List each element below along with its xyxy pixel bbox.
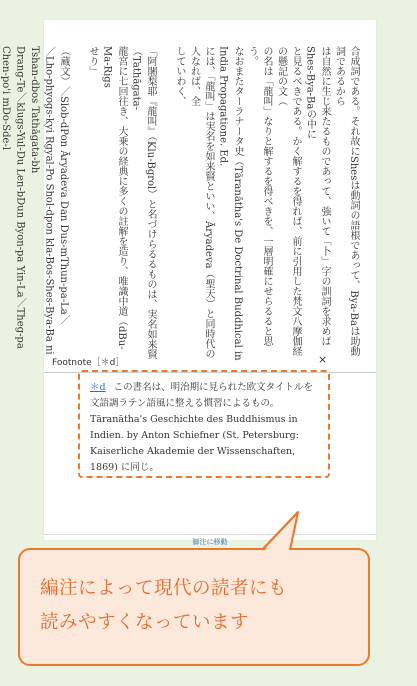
footnote-highlight-box [78, 370, 330, 478]
book-text-line: 龍宮に七回往き、大乗の経典に多くの註解を造り、唯識中道（dBu-Ma-Rigs [101, 46, 127, 350]
book-text-line: 「阿闍梨耶『龍叫』（Klu-Bgrol）と名づけらるるものは、実名如来賢（Tathāgata- [130, 46, 156, 360]
book-text-line [70, 46, 85, 364]
book-text-line: 合成詞である。それ故にShesは動詞の語根であって、Bya-Baは助動詞であるから [333, 46, 359, 356]
book-page [0, 20, 376, 372]
footnote-text: この書名は、明治期に見られた欧文タイトルを文語調ラテン語風に整える慣習によるもの。Tāranātha's Geschichte des Buddhismus in Indien. by Anton Schiefner (St. Petersburg: Kaiserliche Akademie der Wissenschaften, 1869) に同じ。 [90, 382, 313, 473]
book-text-line: には、「龍叫」は実名を如来賢といい、Āryadeva（聖天）と同時代の人なれば、全 [188, 46, 214, 359]
jump-to-footnote-link[interactable]: 脚注に移動 [192, 538, 228, 546]
book-text-line: の名は「龍叫」なりと解するを得べきを、一層明確にせらるると思う。 [246, 46, 272, 346]
callout-line-2: 読みやすくなっています [40, 612, 250, 633]
book-text-line: ／Lho-phyogs-kyi Rgyal-Po Shol-dpon kla-Bos-Shes-Bya-Ba ni Tshan-dbos Tathāgata-bh [29, 46, 55, 358]
book-text-line: なおまたターラナータ史（Tāranātha's De Doctrinal Buddhical in India Propagatione. Ed. [217, 46, 243, 364]
footnote-ref-link[interactable]: ＊d [90, 382, 106, 393]
book-text-line [157, 46, 172, 364]
book-text-vertical [0, 46, 360, 364]
callout-line-1: 編注によって現代の読者にも [40, 578, 288, 599]
book-text-line: していわく、 [174, 46, 185, 106]
book-text-line: （蔵文）／Slob-dPon Āryadeva Dan Dus-mThun-pa-La／ [58, 46, 69, 325]
book-text-line: せり」 [87, 46, 98, 76]
footer-divider [44, 534, 376, 535]
book-text-line: は自然に生じ来たるものであって、強いて「卜」字の訓詞を求めばShes-Bya-Baの中に [304, 46, 330, 346]
callout-text [40, 572, 287, 640]
book-text-line: Drang-Te／klugs-Yul-Du Len-bDun Byon-pa Yin-La／Theg-pa Chen-po'i mDo-Sde-l [0, 46, 26, 352]
footnote-header: Footnote［＊d］ [52, 358, 125, 368]
close-footnote-button[interactable]: × [318, 353, 328, 366]
footnote-body [90, 380, 322, 476]
book-text-line: と見るべきである。かく解するを得れば、前に引用した梵文八摩伽経の懸記の文（ [275, 46, 301, 356]
